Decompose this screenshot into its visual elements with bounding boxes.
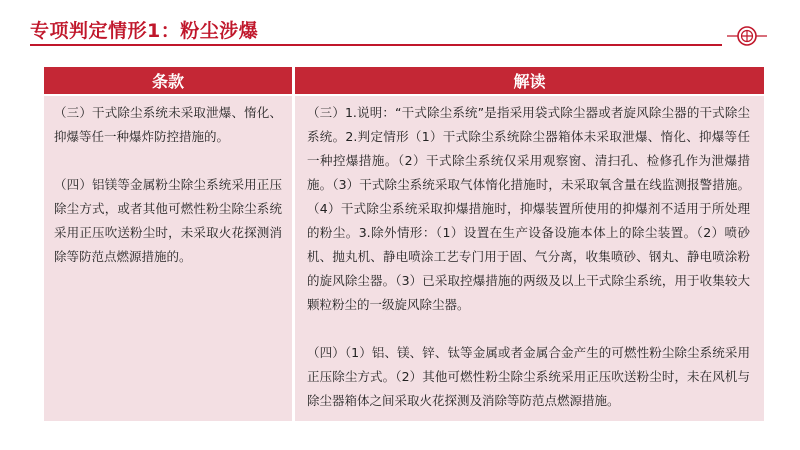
clause-paragraph-4: （四）铝镁等金属粉尘除尘系统采用正压除尘方式，或者其他可燃性粉尘除尘系统采用正压吹送粉尘时，未采取火花探测消除等防范点燃源措施的。 (54, 177, 282, 264)
clause-paragraph-3: （三）干式除尘系统未采取泄爆、惰化、抑爆等任一种爆炸防控措施的。 (54, 105, 282, 144)
interpretation-cell (295, 96, 764, 421)
table-header (44, 67, 764, 94)
interpretation-paragraph-4: （四）（1）铝、镁、锌、钛等金属或者金属合金产生的可燃性粉尘除尘系统采用正压除尘方式。（2）其他可燃性粉尘除尘系统采用正压吹送粉尘时，未在风机与除尘器箱体之间采取火花探测及消除等防范点燃源措施。 (307, 345, 750, 408)
interpretation-paragraph-3: （三）1.说明：“干式除尘系统”是指采用袋式除尘器或者旋风除尘器的干式除尘系统。2.判定情形（1）干式除尘系统除尘器箱体未采取泄爆、惰化、抑爆等任一种控爆措施。（2）干式除尘系统仅采用观察窗、清扫孔、检修孔作为泄爆措施。（3）干式除尘系统采取气体惰化措施时，未采取氧含量在线监测报警措施。（4）干式除尘系统采取抑爆措施时，抑爆装置所使用的抑爆剂不适用于所处理的粉尘。3.除外情形：（1）设置在生产设备设施本体上的除尘装置。（2）喷砂机、抛丸机、静电喷涂工艺专门用于固、气分离，收集喷砂、钢丸、静电喷涂粉的旋风除尘器。（3）已采取控爆措施的两级及以上干式除尘系统，用于收集较大颗粒粉尘的一级旋风除尘器。 (307, 105, 750, 312)
company-logo-icon (727, 22, 767, 50)
table-row (44, 96, 764, 421)
page-title: 专项判定情形1：粉尘涉爆 (30, 20, 259, 42)
clause-table (44, 67, 764, 419)
header-clause: 条款 (44, 67, 292, 94)
clause-cell (44, 96, 292, 421)
header-interpretation: 解读 (295, 67, 764, 94)
title-underline (30, 44, 722, 46)
